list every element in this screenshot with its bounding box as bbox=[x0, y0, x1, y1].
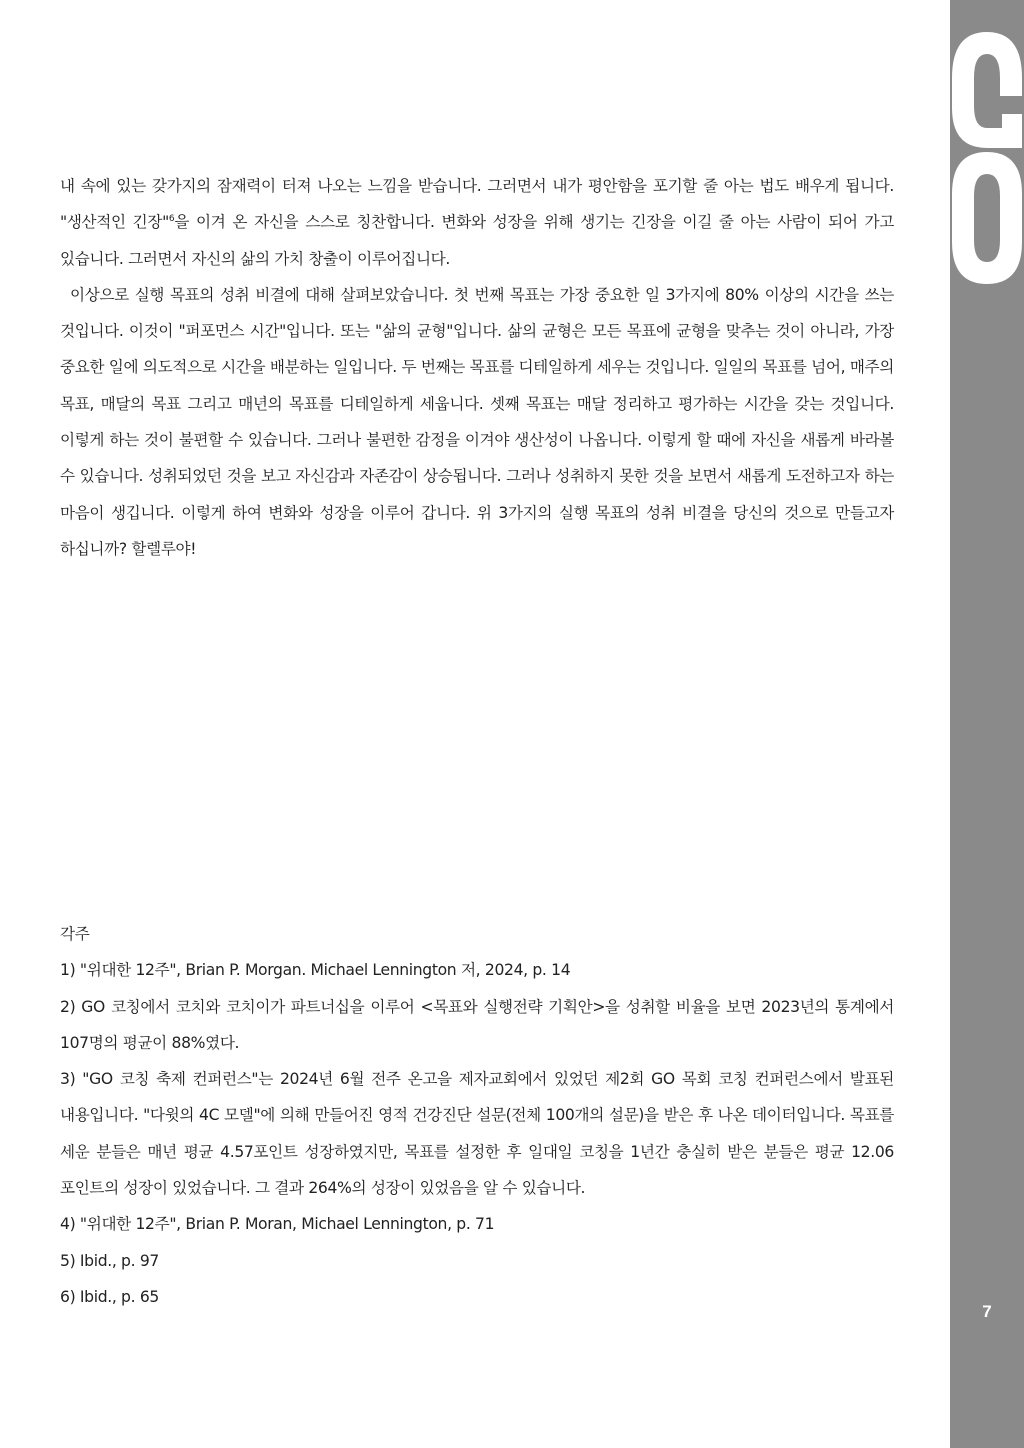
footnote-item: 5) Ibid., p. 97 bbox=[60, 1251, 159, 1270]
footnotes-section bbox=[60, 916, 894, 1315]
footnote-item: 6) Ibid., p. 65 bbox=[60, 1287, 159, 1306]
footnote-list bbox=[60, 952, 894, 1315]
footnotes-heading: 각주 bbox=[60, 925, 90, 943]
footnote-reference: 6 bbox=[168, 214, 175, 225]
footnote-item: 1) "위대한 12주", Brian P. Morgan. Michael Lennington 저, 2024, p. 14 bbox=[60, 961, 571, 980]
body-paragraph: 이상으로 실행 목표의 성취 비결에 대해 살펴보았습니다. 첫 번째 목표는 가장 중요한 일 3가지에 80% 이상의 시간을 쓰는 것입니다. 이것이 "퍼포먼스 시간"입니다. 또는 "삶의 균형"입니다. 삶의 균형은 모든 목표에 균형을 맞추는 것이 아니라, 가장 중요한 일에 의도적으로 시간을 배분하는 일입니다. 두 번째는 목표를 디테일하게 세우는 것입니다. 일일의 목표를 넘어, 매주의 목표, 매달의 목표 그리고 매년의 목표를 디테일하게 세웁니다. 셋째 목표는 매달 정리하고 평가하는 시간을 갖는 것입니다. 이렇게 하는 것이 불편할 수 있습니다. 그러나 불편한 감정을 이겨야 생산성이 나옵니다. 이렇게 할 때에 자신을 새롭게 바라볼 수 있습니다. 성취되었던 것을 보고 자신감과 자존감이 상승됩니다. 그러나 성취하지 못한 것을 보면서 새롭게 도전하고자 하는 마음이 생깁니다. 이렇게 하여 변화와 성장을 이루어 갑니다. 위 3가지의 실행 목표의 성취 비결을 당신의 것으로 만들고자 하십니까? 할렐루야! bbox=[60, 285, 894, 558]
page-number: 7 bbox=[982, 1302, 992, 1321]
go-logo-letters bbox=[952, 32, 1022, 284]
footnote-item: 2) GO 코칭에서 코치와 코치이가 파트너십을 이루어 <목표와 실행전략 기획안>을 성취할 비율을 보면 2023년의 통계에서 107명의 평균이 88%였다. bbox=[60, 997, 894, 1052]
body-paragraph-text: 내 속에 있는 갖가지의 잠재력이 터져 나오는 느낌을 받습니다. 그러면서 내가 평안함을 포기할 줄 아는 법도 배우게 됩니다. "생산적인 긴장" bbox=[60, 177, 894, 232]
footnote-item: 4) "위대한 12주", Brian P. Moran, Michael Lennington, p. 71 bbox=[60, 1215, 495, 1234]
body-paragraph bbox=[60, 168, 894, 277]
main-body-text bbox=[60, 168, 894, 567]
body-paragraph-text: 을 이겨 온 자신을 스스로 칭찬합니다. 변화와 성장을 위해 생기는 긴장을 이길 줄 아는 사람이 되어 가고 있습니다. 그러면서 자신의 삶의 가치 창출이 이루어집니다. bbox=[60, 213, 894, 268]
footnote-item: 3) "GO 코칭 축제 컨퍼런스"는 2024년 6월 전주 온고을 제자교회에서 있었던 제2회 GO 목회 코칭 컨퍼런스에서 발표된 내용입니다. "다윗의 4C 모델"에 의해 만들어진 영적 건강진단 설문(전체 100개의 설문)을 받은 후 나온 데이터입니다. 목표를 세운 분들은 매년 평균 4.57포인트 성장하였지만, 목표를 설정한 후 일대일 코칭을 1년간 충실히 받은 분들은 평균 12.06 포인트의 성장이 있었습니다. 그 결과 264%의 성장이 있었음을 알 수 있습니다. bbox=[60, 1070, 894, 1198]
go-logo bbox=[950, 24, 1024, 294]
